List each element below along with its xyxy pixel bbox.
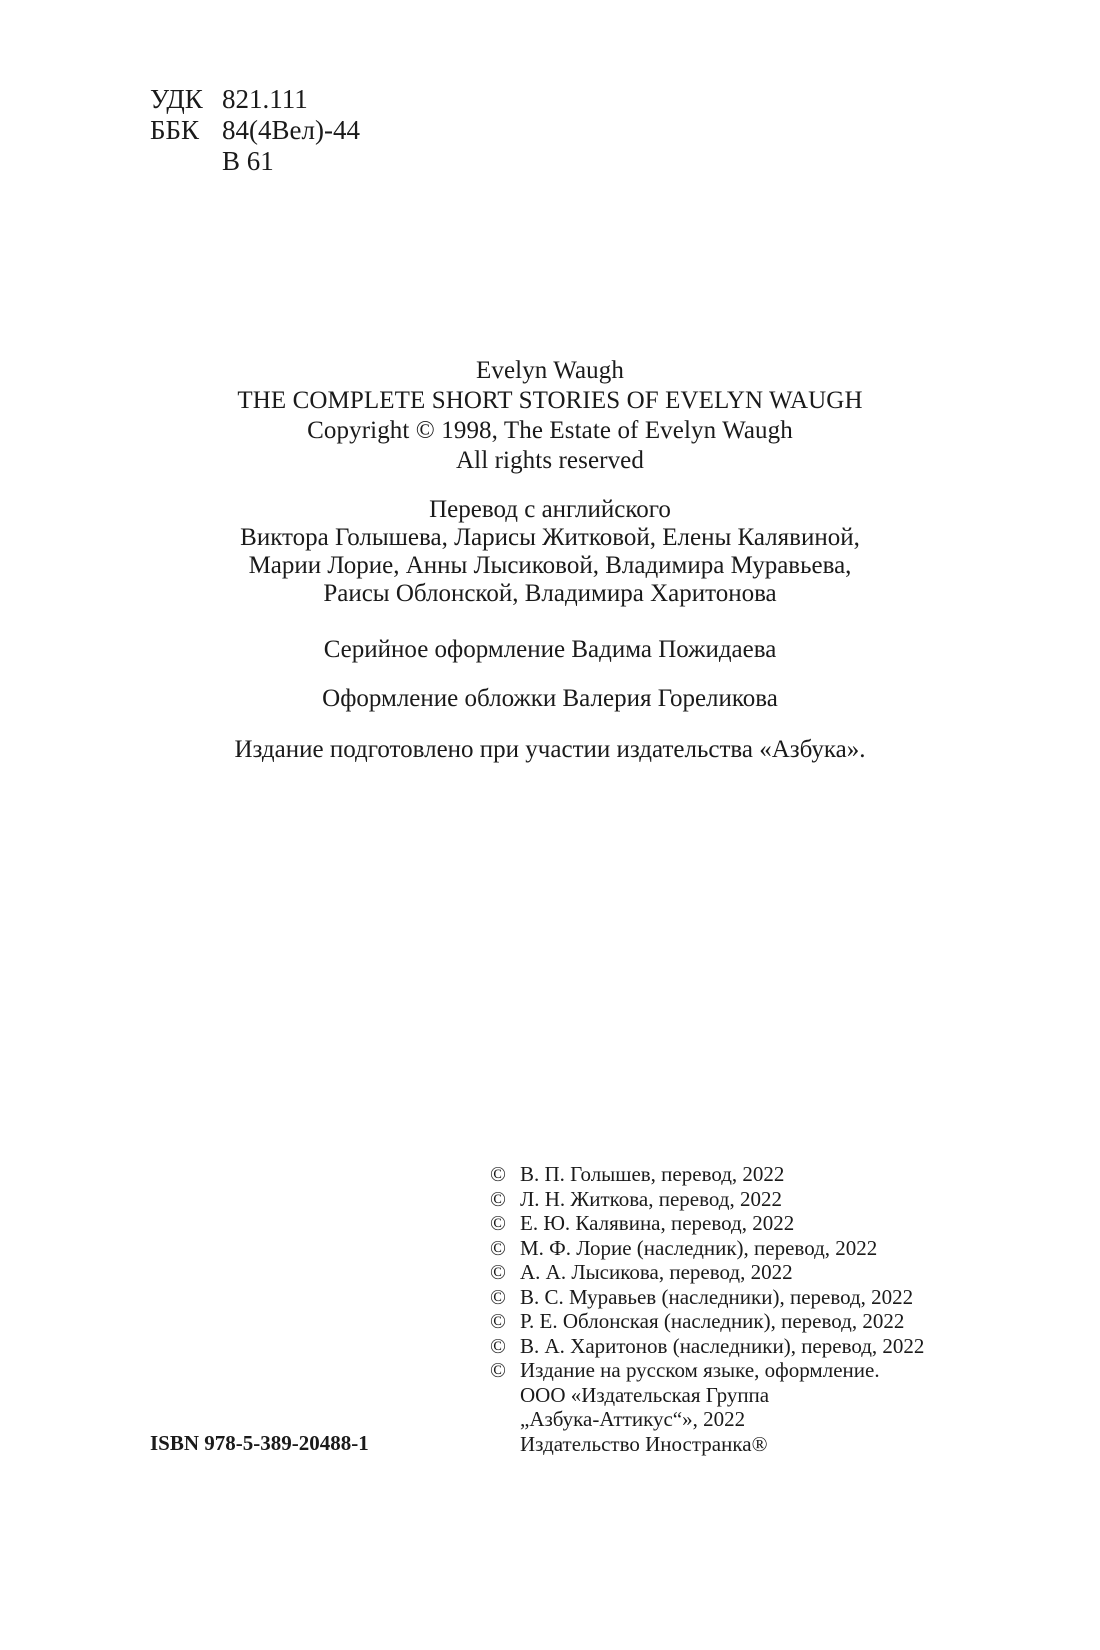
translators-line: Марии Лорие, Анны Лысиковой, Владимира Муравьева, — [248, 552, 852, 579]
copyright-symbol: © — [490, 1260, 506, 1284]
copyright-entry — [490, 1358, 924, 1383]
original-rights-block — [0, 356, 1100, 476]
cover-design-credit: Оформление обложки Валерия Гореликова — [322, 685, 778, 712]
copyright-entry — [490, 1236, 924, 1261]
copyright-continuation: ООО «Издательская Группа — [520, 1382, 770, 1407]
copyright-entry — [490, 1260, 924, 1285]
udk-value: 821.111 — [222, 84, 308, 114]
copyright-symbol: © — [490, 1333, 506, 1358]
series-design-credit: Серийное оформление Вадима Пожидаева — [323, 636, 777, 663]
copyright-symbol: © — [490, 1309, 506, 1333]
copyright-text: Р. Е. Облонская (наследник), перевод, 2022 — [520, 1309, 905, 1333]
translators-block — [0, 496, 1100, 608]
classification-block — [150, 84, 360, 177]
copyright-entry — [490, 1285, 924, 1310]
author-mark-row — [150, 146, 360, 177]
copyright-text: В. С. Муравьев (наследники), перевод, 2022 — [520, 1284, 914, 1309]
translators-line: Раисы Облонской, Владимира Харитонова — [323, 580, 777, 607]
bbk-row — [150, 115, 360, 146]
copyright-symbol: © — [490, 1211, 506, 1235]
copyright-entry — [490, 1309, 924, 1334]
copyright-text: Л. Н. Житкова, перевод, 2022 — [520, 1186, 782, 1211]
udk-row — [150, 84, 360, 115]
copyright-entry — [490, 1187, 924, 1212]
copyright-text: М. Ф. Лорие (наследник), перевод, 2022 — [520, 1235, 878, 1260]
copyright-symbol: © — [490, 1235, 506, 1260]
copyright-text: А. А. Лысикова, перевод, 2022 — [520, 1260, 793, 1284]
copyright-text: В. А. Харитонов (наследники), перевод, 2022 — [520, 1333, 925, 1358]
copyright-symbol: © — [490, 1284, 506, 1309]
edition-note: Издание подготовлено при участии издательства «Азбука». — [234, 736, 866, 763]
copyright-entry — [490, 1162, 924, 1187]
translators-line: Виктора Голышева, Ларисы Житковой, Елены Калявиной, — [240, 524, 860, 551]
copyright-symbol: © — [490, 1186, 506, 1211]
bbk-value: 84(4Вел)-44 — [222, 115, 360, 145]
copyright-continuation: Издательство Иностранка® — [520, 1431, 768, 1456]
copyright-text: В. П. Голышев, перевод, 2022 — [520, 1162, 785, 1186]
copyright-text: Е. Ю. Калявина, перевод, 2022 — [520, 1211, 795, 1235]
original-rights: All rights reserved — [456, 447, 644, 474]
original-title: THE COMPLETE SHORT STORIES OF EVELYN WAUGH — [237, 387, 863, 414]
bbk-label: ББК — [150, 115, 200, 145]
translation-heading: Перевод с английского — [429, 496, 671, 523]
copyright-symbol: © — [490, 1358, 506, 1382]
copyright-entry — [490, 1334, 924, 1359]
copyright-entry — [490, 1211, 924, 1236]
author-mark: В 61 — [222, 146, 274, 176]
copyright-text: Издание на русском языке, оформление. — [520, 1358, 880, 1382]
original-copyright: Copyright © 1998, The Estate of Evelyn Waugh — [307, 417, 793, 444]
isbn: ISBN 978-5-389-20488-1 — [150, 1431, 369, 1455]
original-author: Evelyn Waugh — [475, 357, 624, 384]
copyright-continuation: „Азбука-Аттикус“», 2022 — [520, 1407, 746, 1431]
udk-label: УДК — [150, 84, 203, 114]
copyright-notices — [490, 1162, 924, 1456]
copyright-symbol: © — [490, 1162, 506, 1186]
